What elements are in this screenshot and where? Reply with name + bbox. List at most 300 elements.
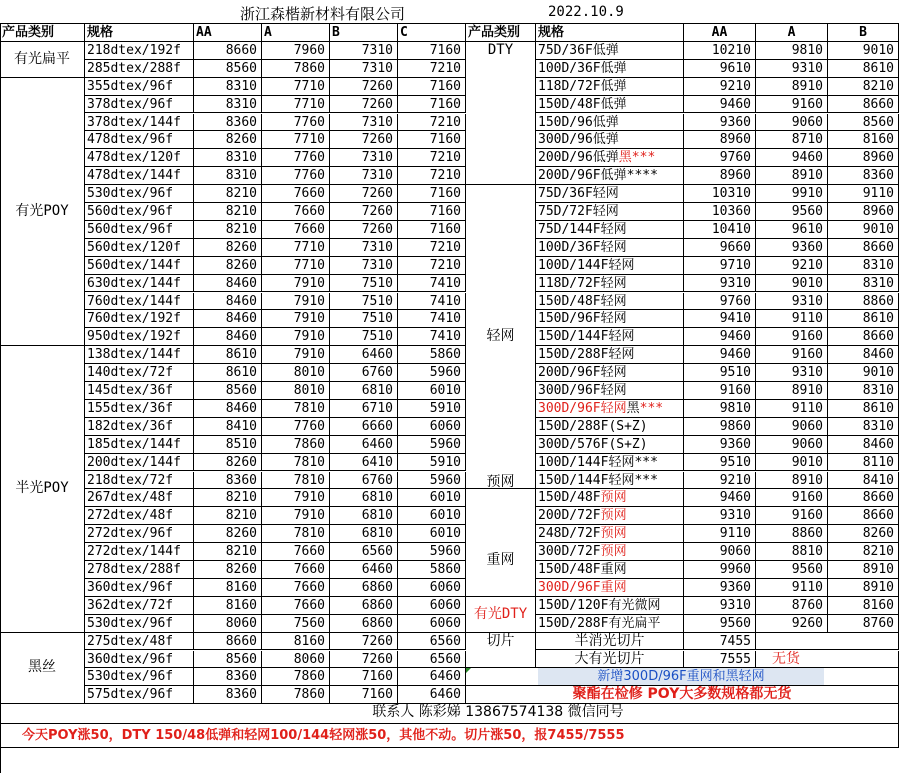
price-aa: 8260 [194, 257, 262, 275]
price-b-right: 8160 [828, 131, 899, 149]
spec-cell: 272dtex/144f [85, 543, 194, 561]
price-b-right: 8660 [828, 489, 899, 507]
price-c: 7210 [398, 257, 466, 275]
price-a-right: 9010 [756, 454, 828, 472]
price-a-right: 9910 [756, 185, 828, 203]
spec-cell: 218dtex/192f [85, 42, 194, 60]
spec-cell: 360dtex/96f [85, 579, 194, 597]
price-b: 7260 [330, 203, 398, 221]
spec-cell: 478dtex/144f [85, 167, 194, 185]
price-a: 7810 [262, 400, 330, 418]
price-b-right: 8260 [828, 525, 899, 543]
price-b: 6710 [330, 400, 398, 418]
price-a: 7660 [262, 579, 330, 597]
spec-cell: 378dtex/96f [85, 96, 194, 114]
price-a-right: 9160 [756, 507, 828, 525]
spec-text: 100D/36F低弹 [538, 60, 627, 76]
chip-note [756, 633, 899, 651]
spec-cell: 760dtex/144f [85, 293, 194, 311]
price-a-right: 8910 [756, 78, 828, 96]
price-b-right: 8410 [828, 472, 899, 490]
price-aa: 8210 [194, 507, 262, 525]
spec-text: 248D/72F [538, 526, 601, 542]
spec-cell: 140dtex/72f [85, 364, 194, 382]
price-b: 7310 [330, 167, 398, 185]
price-aa: 8460 [194, 400, 262, 418]
price-a-right: 9160 [756, 96, 828, 114]
sheet-date: 2022.10.9 [548, 4, 624, 20]
spec-text: 150D/144F轻网 [538, 329, 635, 345]
price-c: 5860 [398, 561, 466, 579]
category-pre-net-label: 预网 [486, 473, 515, 490]
price-c: 5960 [398, 472, 466, 490]
price-a-right: 9160 [756, 489, 828, 507]
price-c: 7410 [398, 275, 466, 293]
price-a-right: 9160 [756, 328, 828, 346]
spec-cell-right [536, 543, 684, 561]
price-b: 6760 [330, 364, 398, 382]
left-category [0, 633, 85, 705]
spec-cell-right [536, 185, 684, 203]
spec-text: 300D/96F轻网 [538, 383, 627, 398]
price-c: 6560 [398, 651, 466, 669]
price-b-right: 8160 [828, 597, 899, 615]
spec-cell: 200dtex/144f [85, 454, 194, 472]
price-b: 6860 [330, 579, 398, 597]
price-aa: 8310 [194, 96, 262, 114]
price-aa-right: 10360 [684, 203, 756, 221]
price-a-right: 9010 [756, 275, 828, 293]
price-a: 7660 [262, 185, 330, 203]
price-b-right: 8460 [828, 436, 899, 454]
price-aa: 8260 [194, 561, 262, 579]
price-a: 8160 [262, 633, 330, 651]
price-c: 7210 [398, 149, 466, 167]
price-b: 7310 [330, 257, 398, 275]
spec-cell: 145dtex/36f [85, 382, 194, 400]
price-b: 7310 [330, 239, 398, 257]
spec-cell-right [536, 293, 684, 311]
price-a-right: 9310 [756, 364, 828, 382]
price-b-right: 8310 [828, 257, 899, 275]
price-a-right: 8910 [756, 472, 828, 490]
spec-cell-right [536, 507, 684, 525]
price-a: 7960 [262, 42, 330, 60]
spec-highlight: 黑*** [618, 150, 656, 166]
price-b: 7510 [330, 275, 398, 293]
price-b: 7260 [330, 96, 398, 114]
price-aa: 8460 [194, 328, 262, 346]
price-b-right: 8960 [828, 149, 899, 167]
chip-price: 7555 [684, 651, 756, 669]
price-b: 7260 [330, 185, 398, 203]
spec-tail: 黑 [626, 400, 640, 416]
header-b: B [330, 24, 398, 42]
header-b-right: B [828, 24, 899, 42]
price-aa: 8660 [194, 42, 262, 60]
spec-cell: 285dtex/288f [85, 60, 194, 78]
spec-text: 75D/36F轻网 [538, 186, 619, 202]
spec-cell: 560dtex/96f [85, 203, 194, 221]
price-aa-right: 9660 [684, 239, 756, 257]
price-a: 7910 [262, 489, 330, 507]
price-b-right: 9010 [828, 42, 899, 60]
price-b: 6460 [330, 436, 398, 454]
price-a: 7760 [262, 114, 330, 132]
spec-cell: 362dtex/72f [85, 597, 194, 615]
price-b-right: 8310 [828, 418, 899, 436]
category-dty-label: DTY [487, 41, 514, 58]
spec-text: 150D/96F轻网 [538, 311, 627, 327]
price-c: 7210 [398, 167, 466, 185]
price-a-right: 9110 [756, 310, 828, 328]
price-a: 7910 [262, 346, 330, 364]
price-b-right: 9010 [828, 221, 899, 239]
price-a-right: 8860 [756, 525, 828, 543]
price-c: 7410 [398, 328, 466, 346]
spec-cell: 272dtex/48f [85, 507, 194, 525]
price-a: 7760 [262, 418, 330, 436]
price-a-right: 9260 [756, 615, 828, 633]
header-spec: 规格 [85, 24, 194, 42]
price-aa-right: 9560 [684, 615, 756, 633]
price-aa-right: 9510 [684, 454, 756, 472]
price-a-right: 9060 [756, 418, 828, 436]
price-aa: 8210 [194, 221, 262, 239]
price-aa-right: 9110 [684, 525, 756, 543]
price-aa-right: 9410 [684, 310, 756, 328]
spec-cell-right [536, 472, 684, 490]
spec-text: 75D/144F轻网 [538, 221, 627, 237]
price-aa-right: 9460 [684, 346, 756, 364]
spec-text: 100D/36F轻网 [538, 239, 627, 255]
price-aa: 8210 [194, 203, 262, 221]
price-a: 7760 [262, 167, 330, 185]
notice-new-text: 新增300D/96F重网和黑轻网 [538, 668, 824, 685]
price-a-right: 9310 [756, 60, 828, 78]
spec-cell: 138dtex/144f [85, 346, 194, 364]
price-b-right: 9110 [828, 185, 899, 203]
spec-text: 75D/72F轻网 [538, 204, 619, 219]
price-b: 7260 [330, 651, 398, 669]
company-title: 浙江森楷新材料有限公司 [240, 5, 406, 23]
price-a: 8010 [262, 364, 330, 382]
spec-tail-highlight: *** [639, 400, 664, 416]
spec-cell-right [536, 257, 684, 275]
spec-text: 200D/96低弹 [538, 150, 619, 166]
spec-cell: 478dtex/96f [85, 131, 194, 149]
price-aa: 8260 [194, 525, 262, 543]
price-b: 7310 [330, 60, 398, 78]
price-b: 7160 [330, 668, 398, 686]
spec-highlight: 预网 [600, 508, 627, 524]
price-a: 7560 [262, 615, 330, 633]
notice-new-products [466, 668, 899, 686]
spec-highlight: 预网 [600, 490, 627, 506]
price-aa: 8410 [194, 418, 262, 436]
left-category [0, 346, 85, 632]
price-b: 7260 [330, 221, 398, 239]
category-dty [466, 42, 536, 185]
price-aa: 8210 [194, 185, 262, 203]
price-c: 5960 [398, 436, 466, 454]
price-b: 6810 [330, 489, 398, 507]
price-a-right: 9810 [756, 42, 828, 60]
header-category-right: 产品类别 [466, 24, 536, 42]
category-chips-label: 切片 [486, 632, 515, 649]
price-c: 6560 [398, 633, 466, 651]
spec-cell: 560dtex/96f [85, 221, 194, 239]
price-a: 7710 [262, 96, 330, 114]
spec-cell-right [536, 597, 684, 615]
price-c: 6010 [398, 507, 466, 525]
notice-maintenance: 聚酯在检修 POY大多数规格都无货 [466, 686, 899, 704]
price-a-right: 9060 [756, 436, 828, 454]
price-a-right: 8910 [756, 382, 828, 400]
price-aa-right: 9760 [684, 149, 756, 167]
price-b: 7310 [330, 114, 398, 132]
left-category-label: 有光POY [15, 202, 69, 219]
price-b-right: 8360 [828, 167, 899, 185]
price-aa-right: 9310 [684, 275, 756, 293]
spec-cell-right [536, 114, 684, 132]
spec-cell: 478dtex/120f [85, 149, 194, 167]
spec-text: 150D/96低弹 [538, 114, 619, 130]
price-a: 7910 [262, 275, 330, 293]
price-aa: 8160 [194, 579, 262, 597]
price-aa-right: 9610 [684, 60, 756, 78]
spec-text: 300D/576F(S+Z) [538, 436, 648, 452]
price-b-right: 8760 [828, 615, 899, 633]
price-c: 6060 [398, 597, 466, 615]
spec-cell-right [536, 167, 684, 185]
spec-cell-right [536, 346, 684, 364]
price-c: 7160 [398, 78, 466, 96]
price-a-right: 8710 [756, 131, 828, 149]
price-aa-right: 9960 [684, 561, 756, 579]
spec-cell: 155dtex/36f [85, 400, 194, 418]
price-a: 7660 [262, 203, 330, 221]
price-b-right: 8860 [828, 293, 899, 311]
price-c: 7160 [398, 185, 466, 203]
spec-highlight: 预网 [600, 526, 627, 542]
price-a: 7910 [262, 310, 330, 328]
spec-text: 150D/120F有光微网 [538, 597, 661, 613]
spec-cell: 218dtex/72f [85, 472, 194, 490]
spec-text: 200D/96F轻网 [538, 365, 627, 381]
spec-text: 118D/72F低弹 [538, 78, 627, 94]
header-spec-right: 规格 [536, 24, 684, 42]
price-a-right: 9560 [756, 561, 828, 579]
price-aa-right: 9510 [684, 364, 756, 382]
price-aa: 8210 [194, 543, 262, 561]
chip-name: 大有光切片 [536, 651, 684, 669]
price-b-right: 8660 [828, 328, 899, 346]
price-c: 7210 [398, 239, 466, 257]
price-aa-right: 9460 [684, 96, 756, 114]
price-a-right: 9160 [756, 346, 828, 364]
price-aa: 8660 [194, 633, 262, 651]
price-b-right: 8660 [828, 239, 899, 257]
price-c: 6060 [398, 579, 466, 597]
price-aa: 8610 [194, 364, 262, 382]
price-aa: 8560 [194, 382, 262, 400]
spec-cell-right [536, 131, 684, 149]
price-c: 7160 [398, 96, 466, 114]
spec-text: 100D/144F轻网 [538, 257, 635, 273]
price-aa: 8060 [194, 615, 262, 633]
price-a: 7810 [262, 472, 330, 490]
header-aa-right: AA [684, 24, 756, 42]
price-b-right: 8210 [828, 543, 899, 561]
spec-cell-right [536, 454, 684, 472]
spec-cell: 575dtex/96f [85, 686, 194, 704]
price-aa: 8360 [194, 114, 262, 132]
price-c: 5910 [398, 454, 466, 472]
price-c: 7410 [398, 310, 466, 328]
price-b-right: 8660 [828, 507, 899, 525]
price-a: 7760 [262, 149, 330, 167]
category-bright-dty [466, 597, 536, 633]
price-a: 7810 [262, 525, 330, 543]
spec-text: 150D/48F [538, 490, 601, 506]
price-a-right: 9110 [756, 579, 828, 597]
price-b: 7160 [330, 686, 398, 704]
spec-cell: 530dtex/96f [85, 615, 194, 633]
spec-cell-right [536, 239, 684, 257]
price-aa-right: 8960 [684, 131, 756, 149]
price-aa: 8560 [194, 60, 262, 78]
price-aa: 8360 [194, 472, 262, 490]
price-b: 7310 [330, 149, 398, 167]
price-aa: 8510 [194, 436, 262, 454]
spec-cell-right [536, 489, 684, 507]
price-b: 7510 [330, 310, 398, 328]
spec-cell-right [536, 275, 684, 293]
price-c: 6010 [398, 525, 466, 543]
price-b: 7260 [330, 78, 398, 96]
price-aa: 8260 [194, 131, 262, 149]
spec-text: 150D/48F重网 [538, 562, 627, 577]
price-c: 7160 [398, 203, 466, 221]
spec-cell-right [536, 310, 684, 328]
category-heavy-net-label: 重网 [486, 552, 515, 569]
price-a-right: 9110 [756, 400, 828, 418]
price-c: 6010 [398, 382, 466, 400]
price-b-right: 8210 [828, 78, 899, 96]
header-category: 产品类别 [0, 24, 85, 42]
spec-cell-right [536, 579, 684, 597]
spec-highlight: 300D/96F重网 [538, 579, 627, 595]
price-aa: 8360 [194, 686, 262, 704]
price-aa: 8310 [194, 149, 262, 167]
footer-notice: 今天POY涨50，DTY 150/48低弹和轻网100/144轻网涨50，其他不动。切片涨50，报7455/7555 [0, 724, 899, 748]
price-a: 7860 [262, 436, 330, 454]
category-light-net-label: 轻网 [486, 328, 515, 345]
price-b: 6460 [330, 561, 398, 579]
price-a: 7660 [262, 221, 330, 239]
price-b: 6560 [330, 543, 398, 561]
price-aa-right: 9210 [684, 472, 756, 490]
spec-cell: 378dtex/144f [85, 114, 194, 132]
price-a: 7860 [262, 686, 330, 704]
spec-text: 150D/288F轻网 [538, 347, 635, 363]
chip-name: 半消光切片 [536, 633, 684, 651]
price-a: 7660 [262, 597, 330, 615]
price-aa-right: 9360 [684, 436, 756, 454]
price-aa-right: 9710 [684, 257, 756, 275]
price-aa-right: 9360 [684, 114, 756, 132]
price-b-right: 8910 [828, 579, 899, 597]
left-category-label: 有光扁平 [14, 50, 70, 67]
price-aa: 8160 [194, 597, 262, 615]
price-b-right: 8610 [828, 60, 899, 78]
price-a: 7910 [262, 328, 330, 346]
price-c: 7160 [398, 221, 466, 239]
spec-cell-right [536, 364, 684, 382]
price-c: 5860 [398, 346, 466, 364]
category-bright-dty-label: 有光DTY [473, 605, 528, 622]
spec-cell-right [536, 78, 684, 96]
spec-cell: 278dtex/288f [85, 561, 194, 579]
price-a-right: 9360 [756, 239, 828, 257]
header-a: A [262, 24, 330, 42]
price-aa: 8460 [194, 310, 262, 328]
price-c: 7160 [398, 42, 466, 60]
price-aa-right: 9810 [684, 400, 756, 418]
spec-cell: 182dtex/36f [85, 418, 194, 436]
price-aa: 8460 [194, 275, 262, 293]
price-aa: 8310 [194, 78, 262, 96]
price-c: 6060 [398, 418, 466, 436]
price-a: 7660 [262, 561, 330, 579]
spec-text: 150D/144F轻网*** [538, 472, 658, 488]
price-aa: 8610 [194, 346, 262, 364]
spec-cell-right [536, 382, 684, 400]
spec-cell: 530dtex/96f [85, 668, 194, 686]
price-c: 7410 [398, 293, 466, 311]
header-c: C [398, 24, 466, 42]
price-a-right: 8760 [756, 597, 828, 615]
spec-text: 75D/36F低弹 [538, 42, 619, 58]
price-aa-right: 9160 [684, 382, 756, 400]
price-c: 6460 [398, 686, 466, 704]
price-aa-right: 9760 [684, 293, 756, 311]
spec-cell-right [536, 60, 684, 78]
spec-cell: 355dtex/96f [85, 78, 194, 96]
spec-highlight: 300D/96F轻网 [538, 400, 627, 416]
price-a-right: 9610 [756, 221, 828, 239]
category-pre-heavy [466, 473, 536, 596]
price-b-right: 8610 [828, 400, 899, 418]
spec-cell: 760dtex/192f [85, 310, 194, 328]
price-a: 8010 [262, 382, 330, 400]
price-aa-right: 9310 [684, 597, 756, 615]
chip-price: 7455 [684, 633, 756, 651]
price-c: 7210 [398, 60, 466, 78]
price-aa: 8310 [194, 167, 262, 185]
spec-cell: 360dtex/96f [85, 651, 194, 669]
price-aa: 8260 [194, 454, 262, 472]
spec-cell-right [536, 400, 684, 418]
spec-text: 300D/96低弹 [538, 132, 619, 148]
price-c: 5910 [398, 400, 466, 418]
cell-comment-marker [466, 668, 471, 673]
price-c: 6460 [398, 668, 466, 686]
price-a: 7860 [262, 668, 330, 686]
price-b-right: 8610 [828, 310, 899, 328]
price-b: 6660 [330, 418, 398, 436]
